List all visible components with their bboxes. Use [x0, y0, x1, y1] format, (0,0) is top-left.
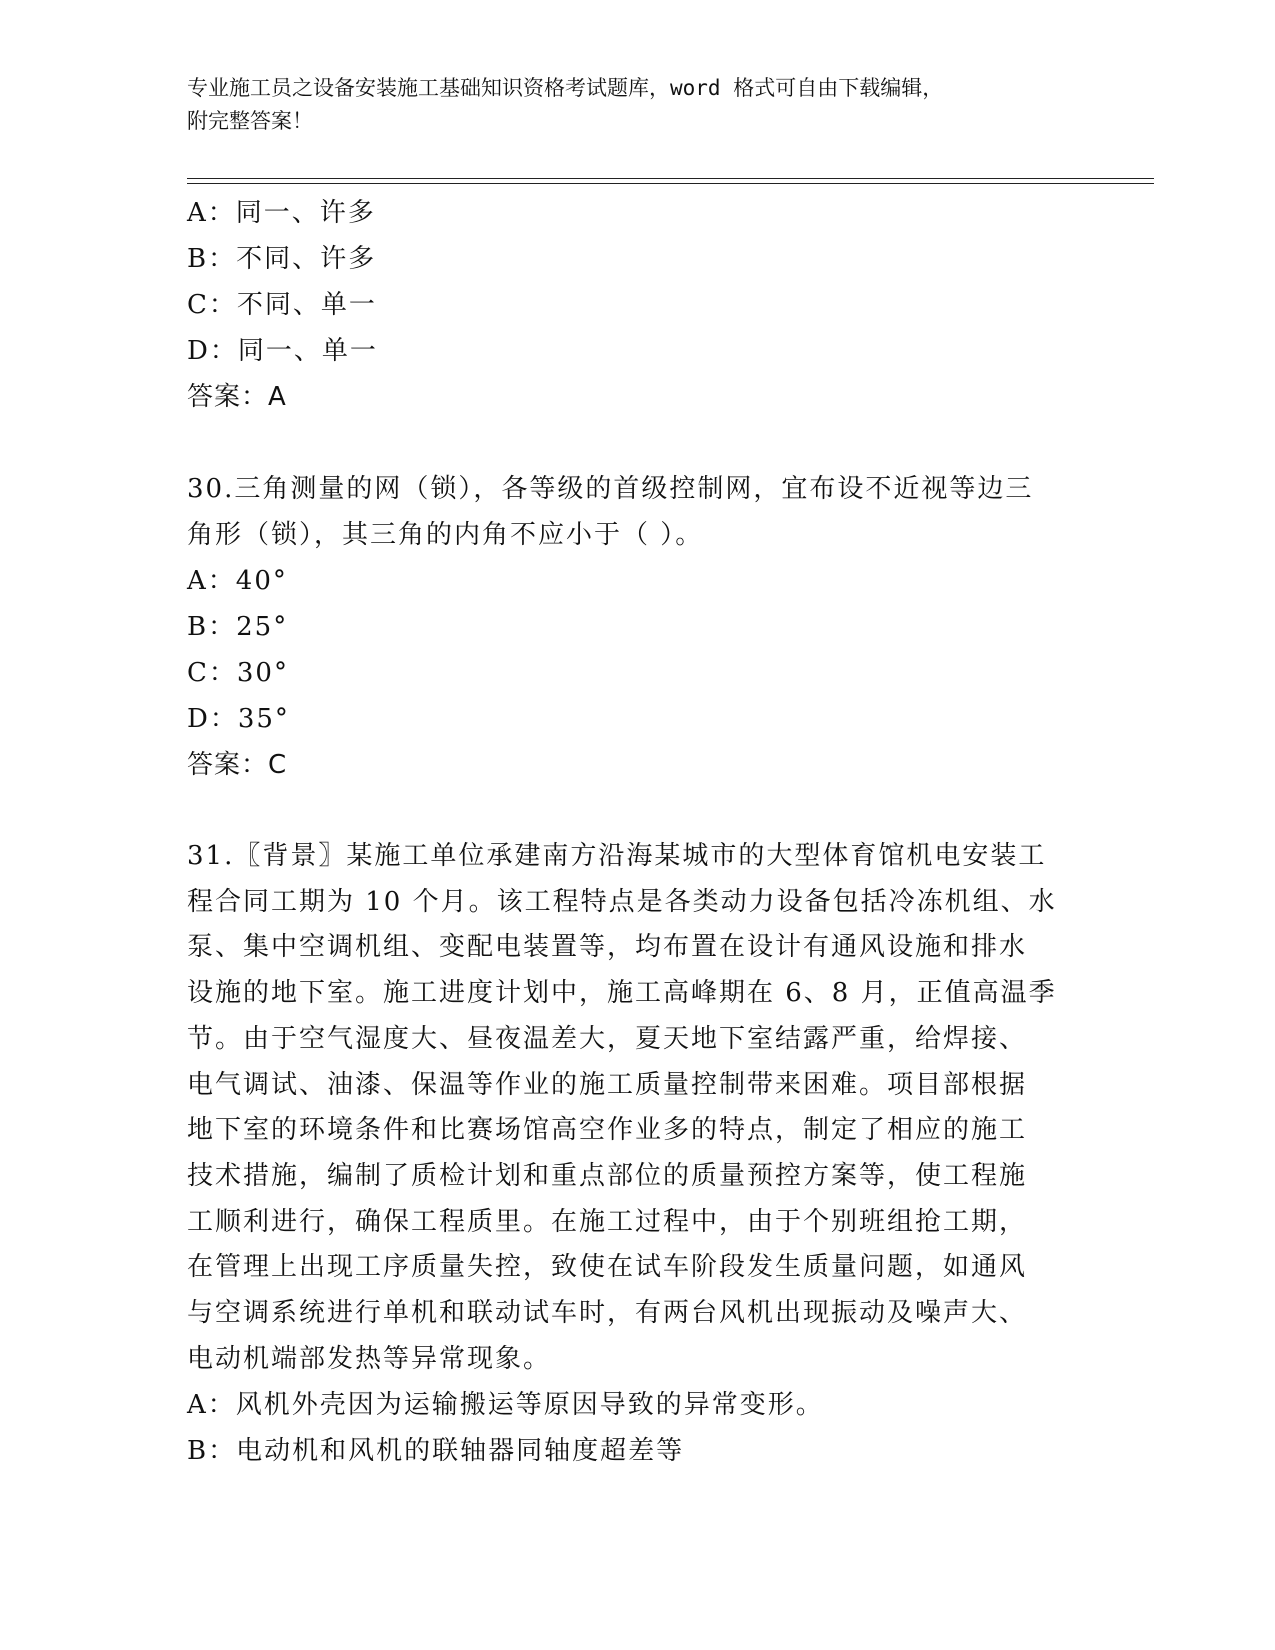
question-30	[187, 466, 1087, 788]
option-d: D：35°	[187, 704, 290, 734]
option-c: C：不同、单一	[187, 290, 377, 320]
answer-label: 答案：A	[187, 382, 287, 412]
option-a: A：同一、许多	[187, 198, 376, 228]
option-b: B：不同、许多	[187, 244, 377, 274]
question-stem-line: 电气调试、油漆、保温等作业的施工质量控制带来困难。项目部根据	[187, 1069, 1028, 1100]
document-header	[187, 72, 1087, 138]
question-stem-line: 在管理上出现工序质量失控，致使在试车阶段发生质量问题，如通风	[187, 1252, 1028, 1283]
question-stem	[187, 834, 1067, 1382]
question-stem-line: 节。由于空气湿度大、昼夜温差大，夏天地下室结露严重，给焊接、	[187, 1023, 1028, 1054]
question-29	[187, 190, 1087, 420]
header-divider-bottom	[187, 183, 1154, 184]
header-divider-top	[187, 178, 1154, 179]
question-stem-line: 31.〖背景〗某施工单位承建南方沿海某城市的大型体育馆机电安装工	[187, 841, 1047, 871]
question-stem-line: 设施的地下室。施工进度计划中，施工高峰期在 6、8 月，正值高温季	[187, 978, 1057, 1009]
question-stem-line: 30.三角测量的网（锁），各等级的首级控制网，宜布设不近视等边三	[187, 474, 1034, 504]
header-line-1: 专业施工员之设备安装施工基础知识资格考试题库，word 格式可自由下载编辑，	[187, 76, 944, 100]
option-c: C：30°	[187, 658, 289, 688]
option-d: D：同一、单一	[187, 336, 378, 366]
header-line-2: 附完整答案！	[187, 109, 313, 133]
question-stem-line: 技术措施，编制了质检计划和重点部位的质量预控方案等，使工程施	[187, 1160, 1028, 1191]
option-b: B：电动机和风机的联轴器同轴度超差等	[187, 1436, 685, 1467]
question-stem-line: 工顺利进行，确保工程质里。在施工过程中，由于个别班组抢工期，	[187, 1206, 1028, 1237]
question-stem-line: 程合同工期为 10 个月。该工程特点是各类动力设备包括冷冻机组、水	[187, 886, 1057, 917]
question-stem-line: 电动机端部发热等异常现象。	[187, 1343, 552, 1374]
question-stem-line: 泵、集中空调机组、变配电装置等，均布置在设计有通风设施和排水	[187, 932, 1028, 963]
question-content	[187, 190, 1087, 1474]
answer-label: 答案：C	[187, 750, 288, 780]
option-a: A：40°	[187, 566, 288, 596]
option-a: A：风机外壳因为运输搬运等原因导致的异常变形。	[187, 1390, 824, 1421]
question-31	[187, 834, 1087, 1474]
question-stem-line: 与空调系统进行单机和联动试车时，有两台风机出现振动及噪声大、	[187, 1298, 1028, 1329]
question-stem-line: 角形（锁），其三角的内角不应小于（ ）。	[187, 520, 704, 550]
option-b: B：25°	[187, 612, 289, 642]
question-stem-line: 地下室的环境条件和比赛场馆高空作业多的特点，制定了相应的施工	[187, 1115, 1028, 1146]
